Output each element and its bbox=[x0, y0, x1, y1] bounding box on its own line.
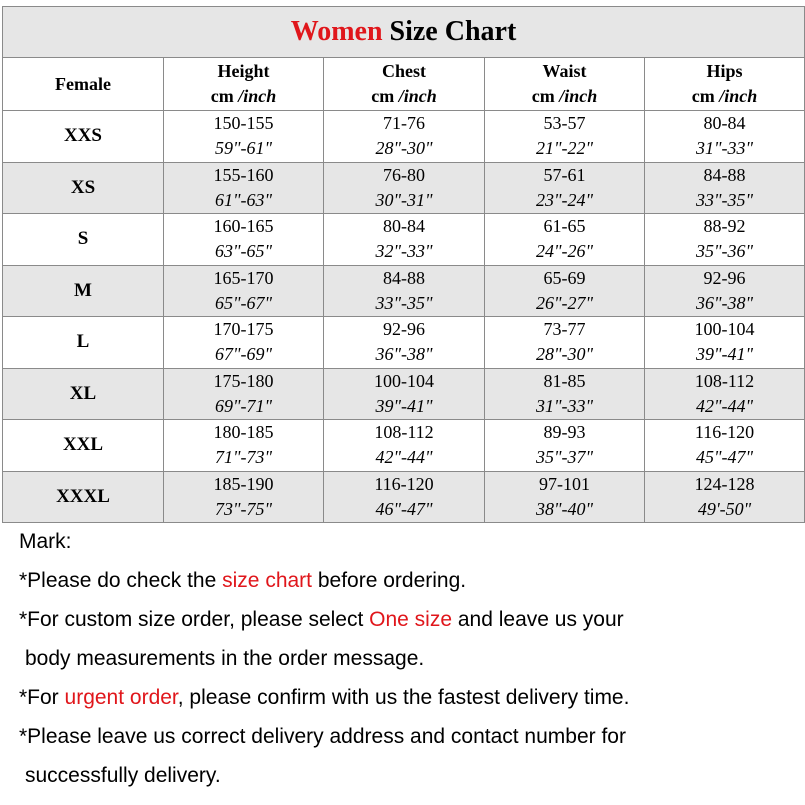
value-cm: 57-61 bbox=[543, 164, 586, 185]
value-inch: 49'-50" bbox=[697, 498, 752, 519]
value-cm: 84-88 bbox=[703, 164, 746, 185]
value-cm: 100-104 bbox=[374, 370, 434, 391]
value-inch: 30"-31" bbox=[375, 189, 433, 210]
size-label: S bbox=[3, 214, 164, 266]
column-header-height: Height cm /inch bbox=[164, 58, 324, 111]
value-inch: 39"-41" bbox=[375, 395, 433, 416]
measurement-cell-chest bbox=[324, 368, 485, 420]
value-inch: 73"-75" bbox=[214, 498, 273, 519]
measurement-cell-height bbox=[164, 471, 324, 523]
measurement-cell-chest bbox=[324, 265, 485, 317]
measurement-cell-hips bbox=[645, 111, 805, 163]
value-cm: 175-180 bbox=[213, 370, 274, 391]
column-header-hips: Hips cm /inch bbox=[645, 58, 805, 111]
measurement-cell-waist bbox=[485, 111, 645, 163]
value-cm: 116-120 bbox=[374, 473, 434, 494]
measurement-cell-height bbox=[164, 214, 324, 266]
measurement-cell-hips bbox=[645, 368, 805, 420]
value-inch: 71"-73" bbox=[214, 447, 273, 468]
measurement-cell-waist bbox=[485, 368, 645, 420]
table-row bbox=[3, 471, 805, 523]
measurement-cell-height bbox=[164, 162, 324, 214]
value-cm: 76-80 bbox=[383, 164, 425, 185]
value-inch: 42"-44" bbox=[695, 395, 754, 416]
measurement-cell-hips bbox=[645, 162, 805, 214]
value-cm: 88-92 bbox=[703, 216, 746, 237]
size-chart-body bbox=[3, 111, 805, 523]
measurement-cell-waist bbox=[485, 471, 645, 523]
value-cm: 92-96 bbox=[383, 319, 425, 340]
table-row bbox=[3, 111, 805, 163]
measurement-cell-hips bbox=[645, 265, 805, 317]
note-line: successfully delivery. bbox=[25, 764, 221, 787]
value-inch: 69"-71" bbox=[214, 395, 273, 416]
note-line: *Please do check the size chart before ordering. bbox=[19, 569, 467, 592]
value-inch: 59"-61" bbox=[214, 138, 273, 159]
size-label: L bbox=[3, 317, 164, 369]
measurement-cell-chest bbox=[324, 214, 485, 266]
measurement-cell-height bbox=[164, 317, 324, 369]
value-cm: 124-128 bbox=[694, 473, 755, 494]
note-line: *For urgent order, please confirm with us the fastest delivery time. bbox=[19, 686, 630, 709]
value-inch: 33"-35" bbox=[375, 292, 433, 313]
value-inch: 38"-40" bbox=[535, 498, 594, 519]
measurement-cell-height bbox=[164, 111, 324, 163]
value-cm: 81-85 bbox=[543, 370, 586, 391]
value-inch: 42"-44" bbox=[375, 447, 433, 468]
size-label: M bbox=[3, 265, 164, 317]
note-highlight: size chart bbox=[222, 569, 313, 592]
value-inch: 31"-33" bbox=[695, 138, 754, 159]
table-row bbox=[3, 420, 805, 472]
value-cm: 108-112 bbox=[694, 370, 755, 391]
note-line: body measurements in the order message. bbox=[25, 647, 425, 670]
value-cm: 89-93 bbox=[543, 422, 586, 443]
value-inch: 46"-47" bbox=[375, 498, 433, 519]
measurement-cell-hips bbox=[645, 317, 805, 369]
value-cm: 65-69 bbox=[543, 267, 586, 288]
measurement-cell-waist bbox=[485, 317, 645, 369]
value-inch: 21"-22" bbox=[535, 138, 594, 159]
size-label: XS bbox=[3, 162, 164, 214]
value-cm: 185-190 bbox=[213, 473, 274, 494]
value-inch: 67"-69" bbox=[214, 344, 273, 365]
measurement-cell-hips bbox=[645, 471, 805, 523]
measurement-cell-waist bbox=[485, 214, 645, 266]
column-header-female: Female bbox=[3, 58, 164, 111]
column-header-chest: Chest cm /inch bbox=[324, 58, 485, 111]
value-inch: 24"-26" bbox=[535, 241, 594, 262]
value-cm: 53-57 bbox=[543, 113, 586, 134]
size-label: XL bbox=[3, 368, 164, 420]
measurement-cell-chest bbox=[324, 111, 485, 163]
chart-title bbox=[3, 7, 805, 58]
value-inch: 35"-36" bbox=[695, 241, 754, 262]
table-row bbox=[3, 162, 805, 214]
note-highlight: urgent order bbox=[64, 686, 178, 709]
value-cm: 61-65 bbox=[543, 216, 586, 237]
table-row bbox=[3, 368, 805, 420]
value-cm: 155-160 bbox=[213, 164, 274, 185]
size-label: XXXL bbox=[3, 471, 164, 523]
value-cm: 100-104 bbox=[694, 319, 755, 340]
table-row bbox=[3, 317, 805, 369]
note-highlight: One size bbox=[369, 608, 453, 631]
value-inch: 32"-33" bbox=[375, 241, 433, 262]
measurement-cell-chest bbox=[324, 471, 485, 523]
value-inch: 36"-38" bbox=[695, 292, 754, 313]
value-cm: 97-101 bbox=[539, 473, 590, 494]
value-cm: 71-76 bbox=[383, 113, 425, 134]
value-inch: 39"-41" bbox=[695, 344, 754, 365]
value-cm: 92-96 bbox=[703, 267, 746, 288]
value-cm: 165-170 bbox=[213, 267, 274, 288]
measurement-cell-waist bbox=[485, 420, 645, 472]
value-cm: 108-112 bbox=[374, 422, 434, 443]
measurement-cell-chest bbox=[324, 420, 485, 472]
measurement-cell-hips bbox=[645, 214, 805, 266]
measurement-cell-chest bbox=[324, 317, 485, 369]
value-inch: 36"-38" bbox=[375, 344, 433, 365]
column-header-waist: Waist cm /inch bbox=[485, 58, 645, 111]
measurement-cell-height bbox=[164, 368, 324, 420]
measurement-cell-chest bbox=[324, 162, 485, 214]
value-inch: 65"-67" bbox=[214, 292, 273, 313]
value-cm: 180-185 bbox=[213, 422, 274, 443]
value-inch: 35"-37" bbox=[535, 447, 594, 468]
chart-title-rest: Size Chart bbox=[389, 16, 517, 47]
value-inch: 26"-27" bbox=[535, 292, 594, 313]
value-cm: 116-120 bbox=[694, 422, 755, 443]
value-inch: 23"-24" bbox=[535, 189, 594, 210]
column-header-row bbox=[3, 58, 805, 111]
notes-heading: Mark: bbox=[19, 530, 72, 553]
value-cm: 170-175 bbox=[213, 319, 274, 340]
size-label: XXL bbox=[3, 420, 164, 472]
value-cm: 160-165 bbox=[213, 216, 274, 237]
measurement-cell-height bbox=[164, 420, 324, 472]
value-cm: 80-84 bbox=[383, 216, 425, 237]
value-inch: 45"-47" bbox=[695, 447, 754, 468]
table-row bbox=[3, 214, 805, 266]
measurement-cell-height bbox=[164, 265, 324, 317]
value-inch: 63"-65" bbox=[214, 241, 273, 262]
measurement-cell-waist bbox=[485, 162, 645, 214]
value-cm: 80-84 bbox=[703, 113, 746, 134]
value-cm: 73-77 bbox=[543, 319, 586, 340]
size-chart-table bbox=[2, 6, 805, 523]
chart-title-accent: Women bbox=[290, 16, 383, 47]
value-inch: 61"-63" bbox=[214, 189, 273, 210]
value-inch: 31"-33" bbox=[535, 395, 594, 416]
size-label: XXS bbox=[3, 111, 164, 163]
value-cm: 150-155 bbox=[213, 113, 274, 134]
value-cm: 84-88 bbox=[383, 267, 425, 288]
value-inch: 33"-35" bbox=[695, 189, 754, 210]
measurement-cell-hips bbox=[645, 420, 805, 472]
measurement-cell-waist bbox=[485, 265, 645, 317]
value-inch: 28"-30" bbox=[375, 138, 433, 159]
value-inch: 28"-30" bbox=[535, 344, 594, 365]
notes-section bbox=[19, 522, 799, 795]
note-line: *For custom size order, please select One size and leave us your bbox=[19, 608, 624, 631]
table-row bbox=[3, 265, 805, 317]
note-line: *Please leave us correct delivery address and contact number for bbox=[19, 725, 626, 748]
